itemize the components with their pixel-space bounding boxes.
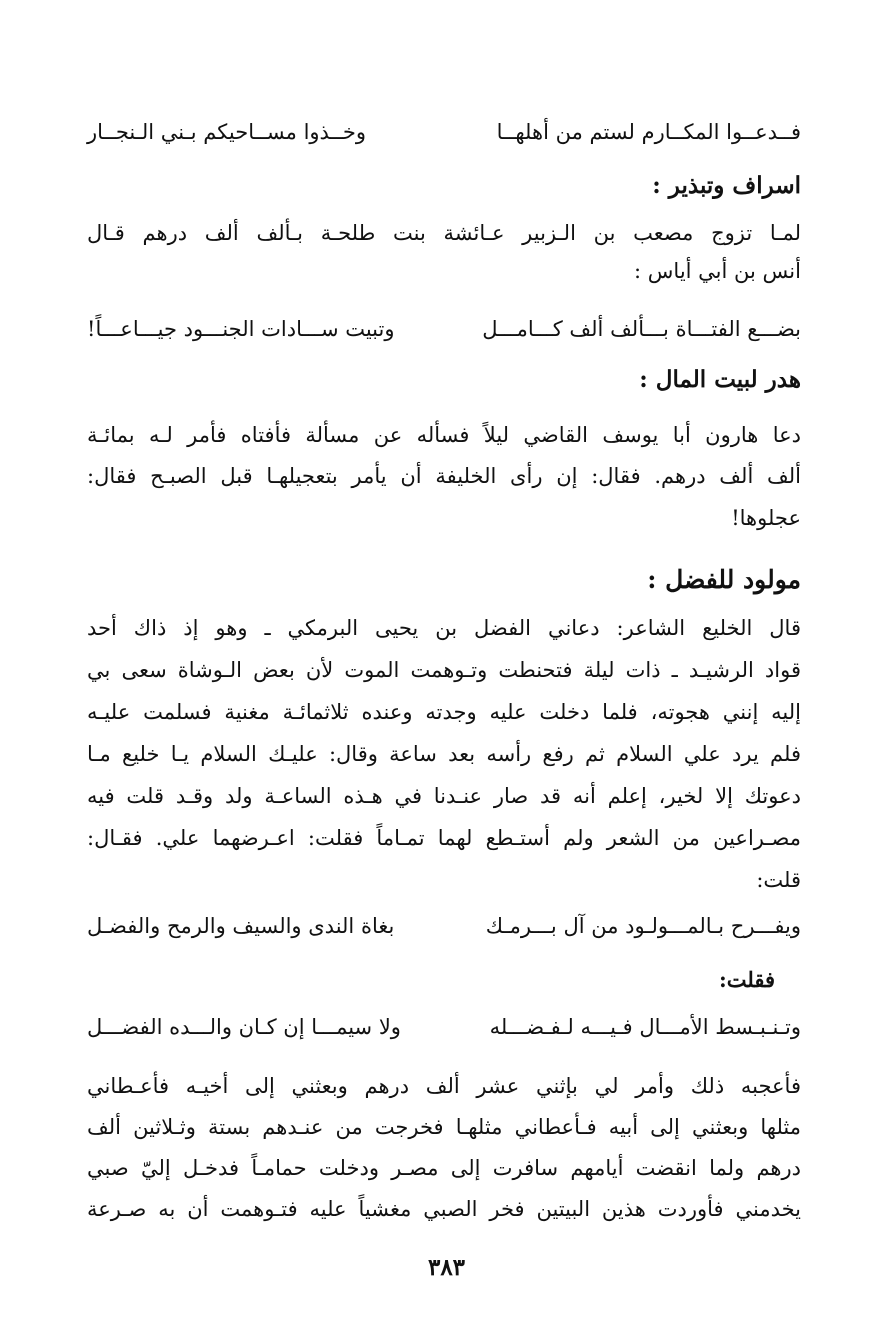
paragraph-line: عجلوها! [731,506,801,530]
verse-hemistich-second: وتبيت ســـادات الجنـــود جيـــاعـــاً! [87,317,395,341]
paragraph-line: قال الخليع الشاعر: دعاني الفضل بن يحيى البرمكي ـ وهو إذ ذاك أحد [87,616,801,640]
speech-label: فقلت: [719,967,775,992]
paragraph-line: أنس بن أبي أياس : [634,259,801,283]
paragraph-line: لمـا تزوج مصعب بن الـزبير عـائشة بنت طلحـة بـألف ألف درهم قـال [87,221,801,245]
paragraph-line: دعا هارون أبا يوسف القاضي ليلاً فسأله عن مسألة فأفتاه فأمر لـه بمائـة [87,423,801,447]
section-heading: اسراف وتبذير : [652,172,801,199]
paragraph-line: يخدمني فأوردت هذين البيتين فخر الصبي مغشياً عليه فتـوهمت أن به صـرعة [87,1197,801,1221]
verse-hemistich-first: بضـــع الفتـــاة بـــألف ألف كـــامـــل [482,317,801,341]
paragraph-line: درهم ولما انقضت أيامهم سافرت إلى مصـر ودخلت حمامـاً فدخـل إليّ صبي [87,1156,801,1180]
paragraph-line: فأعجبه ذلك وأمر لي بإثني عشر ألف درهم وبعثني إلى أخيـه فأعـطاني [87,1074,801,1098]
verse-hemistich-first: ويفـــرح بـالمـــولـود من آل بـــرمـك [485,914,801,938]
paragraph-line: دعوتك إلا لخير، إعلم أنه قد صار عنـدنا في هـذه الساعـة ولد وقـد قلت فيه [87,784,801,808]
paragraph-line: فلم يرد علي السلام ثم رفع رأسه بعد ساعة وقال: عليـك السلام يـا خليع مـا [87,742,801,766]
verse-hemistich-first: فــدعــوا المكــارم لستم من أهلهــا [496,120,801,144]
paragraph-line: قلت: [756,868,801,892]
section-heading: مولود للفضل : [647,565,801,594]
page-number: ٣٨٣ [427,1254,466,1281]
paragraph-line: إليه إنني هجوته، فلما دخلت عليه وجدته وعنده ثلاثمائـة مغنية فسلمت عليـه [87,700,801,724]
verse-hemistich-second: وخــذوا مســاحيكم بـني الـنجــار [87,120,366,144]
paragraph-line: مثلها وبعثني إلى أبيه فـأعطاني مثلهـا فخرجت من عنـدهم بستة وثـلاثين ألف [87,1115,801,1139]
paragraph-line: مصـراعين من الشعر ولم أستـطع لهما تمـاماً فقلت: اعـرضهما علي. فقـال: [87,826,801,850]
section-heading: هدر لبيت المال : [639,366,801,393]
paragraph-line: قواد الرشيـد ـ ذات ليلة فتحنطت وتـوهمت الموت لأن بعض الـوشاة سعى بي [87,658,801,682]
verse-hemistich-second: ولا سيمـــا إن كـان والـــده الفضـــل [87,1015,401,1039]
paragraph-line: ألف ألف درهم. فقال: إن رأى الخليفة أن يأمر بتعجيلهـا قبل الصبـح فقال: [87,464,801,488]
verse-hemistich-second: بغاة الندى والسيف والرمح والفضـل [87,914,395,938]
verse-hemistich-first: وتـنـبـسط الأمـــال فـيـــه لـفـضـــله [489,1015,801,1039]
